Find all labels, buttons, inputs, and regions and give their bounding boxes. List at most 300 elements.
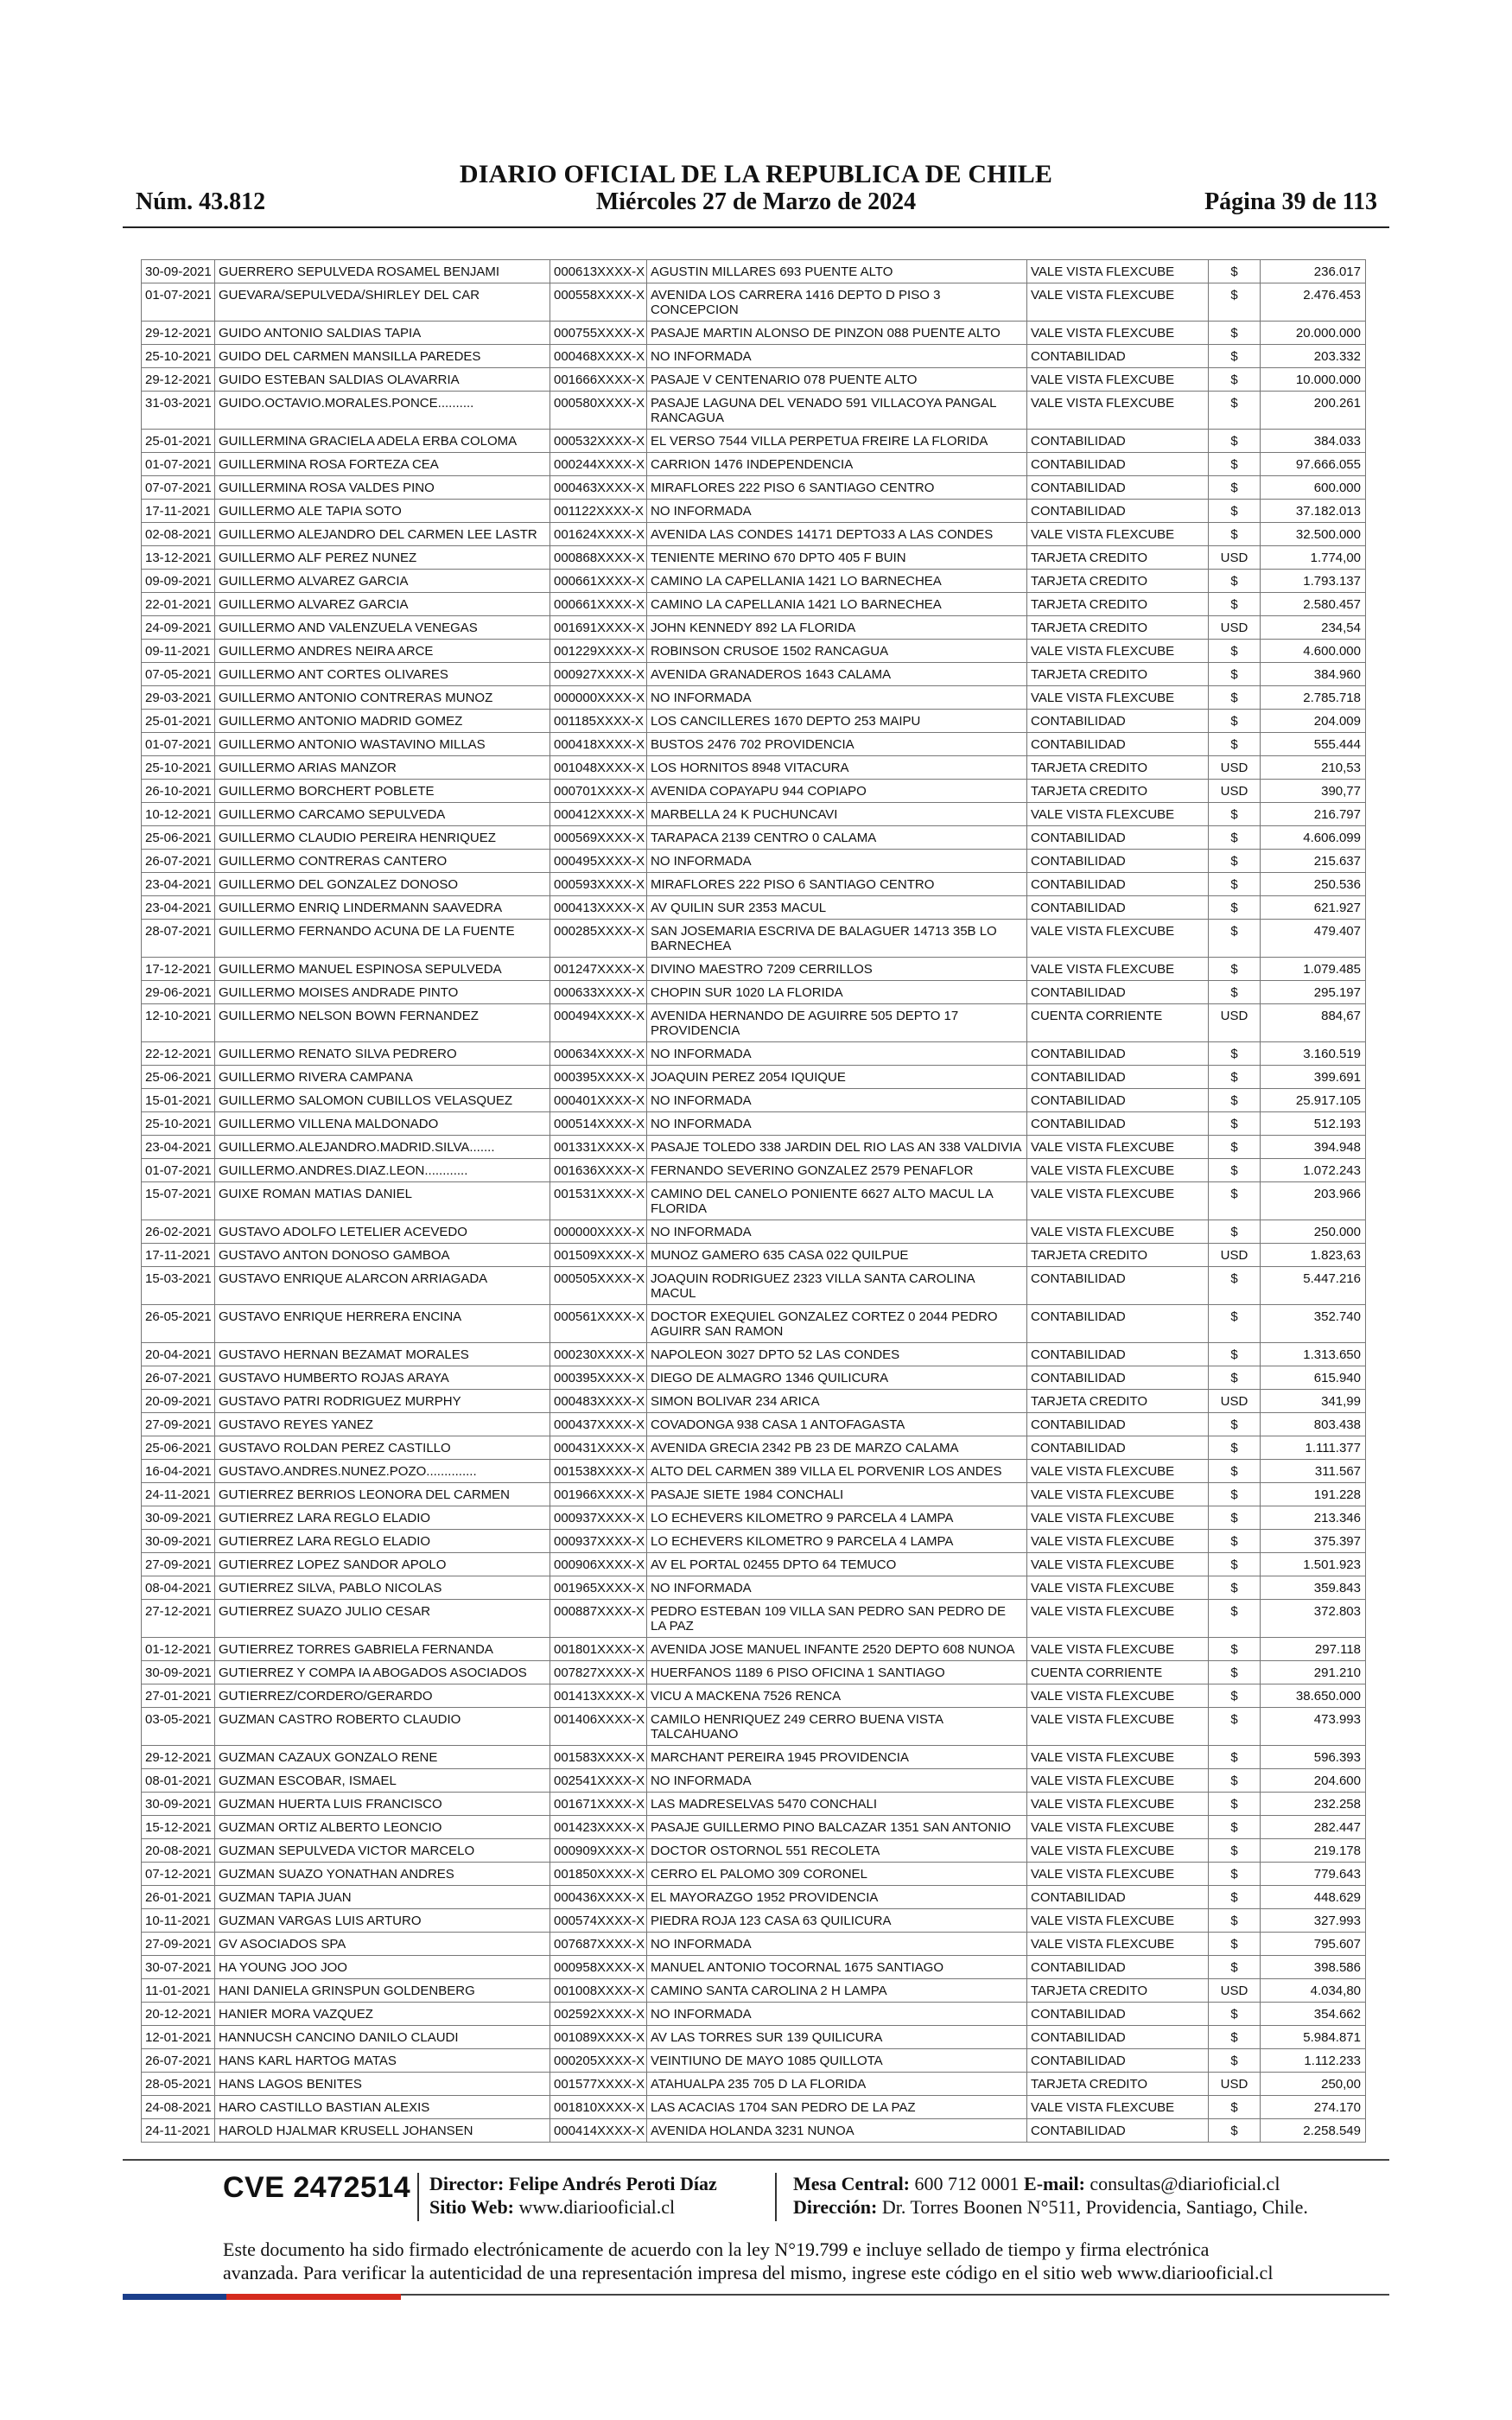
table-row	[142, 368, 1366, 392]
name-cell: HAROLD HJALMAR KRUSELL JOHANSEN	[215, 2119, 550, 2143]
date-cell: 08-01-2021	[142, 1769, 215, 1793]
contact-block	[793, 2172, 1308, 2219]
name-cell: GUSTAVO HUMBERTO ROJAS ARAYA	[215, 1366, 550, 1390]
name-cell: GUILLERMO SALOMON CUBILLOS VELASQUEZ	[215, 1089, 550, 1112]
address-cell: VEINTIUNO DE MAYO 1085 QUILLOTA	[647, 2049, 1027, 2073]
table-row	[142, 1413, 1366, 1436]
table-row	[142, 756, 1366, 780]
currency-cell: $	[1209, 1305, 1261, 1343]
product-cell: VALE VISTA FLEXCUBE	[1027, 523, 1209, 546]
product-cell: VALE VISTA FLEXCUBE	[1027, 1933, 1209, 1956]
address-cell: ROBINSON CRUSOE 1502 RANCAGUA	[647, 640, 1027, 663]
currency-cell: $	[1209, 1182, 1261, 1220]
table-row	[142, 616, 1366, 640]
product-cell: VALE VISTA FLEXCUBE	[1027, 1746, 1209, 1769]
rut-cell: 001509XXXX-X	[550, 1244, 647, 1267]
amount-cell: 1.793.137	[1261, 570, 1366, 593]
rut-cell: 001331XXXX-X	[550, 1136, 647, 1159]
product-cell: CONTABILIDAD	[1027, 1066, 1209, 1089]
amount-cell: 1.501.923	[1261, 1553, 1366, 1576]
mesa-phone: 600 712 0001	[914, 2173, 1020, 2194]
table-row	[142, 283, 1366, 322]
rut-cell: 000868XXXX-X	[550, 546, 647, 570]
rut-cell: 000561XXXX-X	[550, 1305, 647, 1343]
name-cell: GUILLERMO VILLENA MALDONADO	[215, 1112, 550, 1136]
name-cell: GUTIERREZ LOPEZ SANDOR APOLO	[215, 1553, 550, 1576]
rut-cell: 001810XXXX-X	[550, 2096, 647, 2119]
legal-line-1: Este documento ha sido firmado electrónicamente de acuerdo con la ley N°19.799 e incluye sellado de tiempo y firma electrónica	[223, 2238, 1210, 2260]
address-cell: NO INFORMADA	[647, 686, 1027, 710]
table-row	[142, 826, 1366, 850]
currency-cell: $	[1209, 283, 1261, 322]
amount-cell: 384.960	[1261, 663, 1366, 686]
table-row	[142, 476, 1366, 500]
date-cell: 17-12-2021	[142, 958, 215, 981]
table-row	[142, 1460, 1366, 1483]
date-cell: 26-01-2021	[142, 1886, 215, 1909]
table-row	[142, 593, 1366, 616]
rut-cell: 001185XXXX-X	[550, 710, 647, 733]
name-cell: GUSTAVO ENRIQUE HERRERA ENCINA	[215, 1305, 550, 1343]
rut-cell: 001624XXXX-X	[550, 523, 647, 546]
product-cell: CONTABILIDAD	[1027, 453, 1209, 476]
amount-cell: 291.210	[1261, 1661, 1366, 1684]
amount-cell: 621.927	[1261, 896, 1366, 920]
table-row	[142, 392, 1366, 430]
product-cell: VALE VISTA FLEXCUBE	[1027, 1159, 1209, 1182]
date-cell: 02-08-2021	[142, 523, 215, 546]
amount-cell: 4.034,80	[1261, 1979, 1366, 2003]
currency-cell: $	[1209, 686, 1261, 710]
address-cell: LO ECHEVERS KILOMETRO 9 PARCELA 4 LAMPA	[647, 1506, 1027, 1530]
rut-cell: 000413XXXX-X	[550, 896, 647, 920]
table-row	[142, 733, 1366, 756]
name-cell: GUZMAN HUERTA LUIS FRANCISCO	[215, 1793, 550, 1816]
product-cell: VALE VISTA FLEXCUBE	[1027, 1839, 1209, 1863]
name-cell: GUTIERREZ/CORDERO/GERARDO	[215, 1684, 550, 1708]
product-cell: VALE VISTA FLEXCUBE	[1027, 1600, 1209, 1638]
table-row	[142, 663, 1366, 686]
address-cell: AVENIDA HERNANDO DE AGUIRRE 505 DEPTO 17 PROVIDENCIA	[647, 1004, 1027, 1042]
address-cell: JOAQUIN PEREZ 2054 IQUIQUE	[647, 1066, 1027, 1089]
product-cell: CONTABILIDAD	[1027, 1956, 1209, 1979]
name-cell: GUSTAVO HERNAN BEZAMAT MORALES	[215, 1343, 550, 1366]
product-cell: CONTABILIDAD	[1027, 1413, 1209, 1436]
address-cell: DIVINO MAESTRO 7209 CERRILLOS	[647, 958, 1027, 981]
amount-cell: 25.917.105	[1261, 1089, 1366, 1112]
product-cell: VALE VISTA FLEXCUBE	[1027, 283, 1209, 322]
amount-cell: 1.823,63	[1261, 1244, 1366, 1267]
amount-cell: 372.803	[1261, 1600, 1366, 1638]
rut-cell: 001247XXXX-X	[550, 958, 647, 981]
rut-cell: 001691XXXX-X	[550, 616, 647, 640]
currency-cell: $	[1209, 593, 1261, 616]
address-cell: SAN JOSEMARIA ESCRIVA DE BALAGUER 14713 35B LO BARNECHEA	[647, 920, 1027, 958]
date-cell: 20-09-2021	[142, 1390, 215, 1413]
address-cell: AVENIDA LAS CONDES 14171 DEPTO33 A LAS CONDES	[647, 523, 1027, 546]
address-cell: AVENIDA COPAYAPU 944 COPIAPO	[647, 780, 1027, 803]
name-cell: GUZMAN VARGAS LUIS ARTURO	[215, 1909, 550, 1933]
rut-cell: 000431XXXX-X	[550, 1436, 647, 1460]
rut-cell: 000937XXXX-X	[550, 1506, 647, 1530]
product-cell: VALE VISTA FLEXCUBE	[1027, 2096, 1209, 2119]
date-cell: 25-06-2021	[142, 1066, 215, 1089]
currency-cell: $	[1209, 2003, 1261, 2026]
legal-notice	[223, 2238, 1337, 2284]
table-row	[142, 546, 1366, 570]
product-cell: TARJETA CREDITO	[1027, 593, 1209, 616]
name-cell: GUILLERMINA GRACIELA ADELA ERBA COLOMA	[215, 430, 550, 453]
name-cell: GUIDO ANTONIO SALDIAS TAPIA	[215, 322, 550, 345]
name-cell: HARO CASTILLO BASTIAN ALEXIS	[215, 2096, 550, 2119]
name-cell: GUILLERMINA ROSA FORTEZA CEA	[215, 453, 550, 476]
address-cell: NO INFORMADA	[647, 1576, 1027, 1600]
amount-cell: 4.606.099	[1261, 826, 1366, 850]
rut-cell: 000230XXXX-X	[550, 1343, 647, 1366]
address-cell: NO INFORMADA	[647, 2003, 1027, 2026]
rut-cell: 000205XXXX-X	[550, 2049, 647, 2073]
address-cell: CAMINO LA CAPELLANIA 1421 LO BARNECHEA	[647, 570, 1027, 593]
table-row	[142, 1979, 1366, 2003]
rut-cell: 001122XXXX-X	[550, 500, 647, 523]
director-label: Director:	[429, 2173, 505, 2194]
name-cell: GUILLERMO AND VALENZUELA VENEGAS	[215, 616, 550, 640]
table-row	[142, 1136, 1366, 1159]
date-cell: 13-12-2021	[142, 546, 215, 570]
product-cell: CONTABILIDAD	[1027, 2003, 1209, 2026]
product-cell: TARJETA CREDITO	[1027, 756, 1209, 780]
table-row	[142, 1638, 1366, 1661]
currency-cell: $	[1209, 920, 1261, 958]
table-row	[142, 2119, 1366, 2143]
amount-cell: 38.650.000	[1261, 1684, 1366, 1708]
amount-cell: 200.261	[1261, 392, 1366, 430]
address-cell: PASAJE LAGUNA DEL VENADO 591 VILLACOYA PANGAL RANCAGUA	[647, 392, 1027, 430]
name-cell: GUSTAVO ADOLFO LETELIER ACEVEDO	[215, 1220, 550, 1244]
name-cell: GUILLERMO BORCHERT POBLETE	[215, 780, 550, 803]
address-cell: LAS MADRESELVAS 5470 CONCHALI	[647, 1793, 1027, 1816]
table-row	[142, 1112, 1366, 1136]
date-cell: 22-01-2021	[142, 593, 215, 616]
amount-cell: 2.580.457	[1261, 593, 1366, 616]
amount-cell: 1.774,00	[1261, 546, 1366, 570]
date-cell: 30-09-2021	[142, 1530, 215, 1553]
amount-cell: 5.447.216	[1261, 1267, 1366, 1305]
date-cell: 24-08-2021	[142, 2096, 215, 2119]
date-cell: 01-07-2021	[142, 733, 215, 756]
date-cell: 29-12-2021	[142, 322, 215, 345]
date-cell: 16-04-2021	[142, 1460, 215, 1483]
header-divider	[123, 226, 1389, 228]
date-cell: 22-12-2021	[142, 1042, 215, 1066]
name-cell: GUSTAVO PATRI RODRIGUEZ MURPHY	[215, 1390, 550, 1413]
product-cell: VALE VISTA FLEXCUBE	[1027, 1638, 1209, 1661]
date-cell: 07-07-2021	[142, 476, 215, 500]
table-row	[142, 345, 1366, 368]
name-cell: GUILLERMO.ANDRES.DIAZ.LEON............	[215, 1159, 550, 1182]
amount-cell: 2.785.718	[1261, 686, 1366, 710]
rut-cell: 000401XXXX-X	[550, 1089, 647, 1112]
name-cell: HA YOUNG JOO JOO	[215, 1956, 550, 1979]
name-cell: GUERRERO SEPULVEDA ROSAMEL BENJAMI	[215, 260, 550, 283]
name-cell: GUILLERMO CARCAMO SEPULVEDA	[215, 803, 550, 826]
address-cell: MUNOZ GAMERO 635 CASA 022 QUILPUE	[647, 1244, 1027, 1267]
name-cell: GUILLERMO ANTONIO WASTAVINO MILLAS	[215, 733, 550, 756]
date-cell: 25-01-2021	[142, 430, 215, 453]
name-cell: GUZMAN TAPIA JUAN	[215, 1886, 550, 1909]
table-row	[142, 1343, 1366, 1366]
currency-cell: $	[1209, 850, 1261, 873]
currency-cell: $	[1209, 500, 1261, 523]
address-cell: EL MAYORAZGO 1952 PROVIDENCIA	[647, 1886, 1027, 1909]
amount-cell: 20.000.000	[1261, 322, 1366, 345]
amount-cell: 203.966	[1261, 1182, 1366, 1220]
date-cell: 26-05-2021	[142, 1305, 215, 1343]
address-cell: JOHN KENNEDY 892 LA FLORIDA	[647, 616, 1027, 640]
website-link[interactable]: www.diariooficial.cl	[518, 2196, 676, 2218]
date-cell: 10-12-2021	[142, 803, 215, 826]
amount-cell: 274.170	[1261, 2096, 1366, 2119]
date-cell: 10-11-2021	[142, 1909, 215, 1933]
date-cell: 29-12-2021	[142, 368, 215, 392]
amount-cell: 479.407	[1261, 920, 1366, 958]
table-row	[142, 570, 1366, 593]
date-cell: 30-09-2021	[142, 1661, 215, 1684]
product-cell: TARJETA CREDITO	[1027, 616, 1209, 640]
table-row	[142, 1839, 1366, 1863]
address-cell: NO INFORMADA	[647, 1112, 1027, 1136]
address-cell: NO INFORMADA	[647, 1089, 1027, 1112]
currency-cell: $	[1209, 260, 1261, 283]
date-cell: 12-01-2021	[142, 2026, 215, 2049]
name-cell: GUEVARA/SEPULVEDA/SHIRLEY DEL CAR	[215, 283, 550, 322]
date-cell: 17-11-2021	[142, 1244, 215, 1267]
address-cell: MIRAFLORES 222 PISO 6 SANTIAGO CENTRO	[647, 873, 1027, 896]
table-row	[142, 1553, 1366, 1576]
date-cell: 08-04-2021	[142, 1576, 215, 1600]
date-cell: 27-09-2021	[142, 1933, 215, 1956]
email-link[interactable]: consultas@diarioficial.cl	[1090, 2173, 1280, 2194]
table-row	[142, 1661, 1366, 1684]
records-table	[141, 259, 1366, 2143]
currency-cell: $	[1209, 2119, 1261, 2143]
date-cell: 23-04-2021	[142, 896, 215, 920]
product-cell: VALE VISTA FLEXCUBE	[1027, 1530, 1209, 1553]
rut-cell: 001048XXXX-X	[550, 756, 647, 780]
product-cell: CONTABILIDAD	[1027, 430, 1209, 453]
rut-cell: 000437XXXX-X	[550, 1413, 647, 1436]
amount-cell: 779.643	[1261, 1863, 1366, 1886]
rut-cell: 000494XXXX-X	[550, 1004, 647, 1042]
product-cell: CONTABILIDAD	[1027, 710, 1209, 733]
address-cell: CAMINO LA CAPELLANIA 1421 LO BARNECHEA	[647, 593, 1027, 616]
currency-cell: $	[1209, 826, 1261, 850]
currency-cell: $	[1209, 1042, 1261, 1066]
amount-cell: 512.193	[1261, 1112, 1366, 1136]
currency-cell: $	[1209, 1159, 1261, 1182]
currency-cell: $	[1209, 873, 1261, 896]
amount-cell: 615.940	[1261, 1366, 1366, 1390]
currency-cell: $	[1209, 640, 1261, 663]
date-cell: 26-07-2021	[142, 2049, 215, 2073]
amount-cell: 390,77	[1261, 780, 1366, 803]
rut-cell: 000495XXXX-X	[550, 850, 647, 873]
address-cell: AVENIDA LOS CARRERA 1416 DEPTO D PISO 3 CONCEPCION	[647, 283, 1027, 322]
rut-cell: 000244XXXX-X	[550, 453, 647, 476]
currency-cell: $	[1209, 1793, 1261, 1816]
rut-cell: 000958XXXX-X	[550, 1956, 647, 1979]
address-cell: NO INFORMADA	[647, 1220, 1027, 1244]
name-cell: GUIDO DEL CARMEN MANSILLA PAREDES	[215, 345, 550, 368]
table-row	[142, 958, 1366, 981]
currency-cell: $	[1209, 523, 1261, 546]
table-row	[142, 1746, 1366, 1769]
name-cell: HANS LAGOS BENITES	[215, 2073, 550, 2096]
address-cell: AV EL PORTAL 02455 DPTO 64 TEMUCO	[647, 1553, 1027, 1576]
amount-cell: 10.000.000	[1261, 368, 1366, 392]
amount-cell: 234,54	[1261, 616, 1366, 640]
date-cell: 20-12-2021	[142, 2003, 215, 2026]
mesa-label: Mesa Central:	[793, 2173, 911, 2194]
name-cell: GUILLERMO RIVERA CAMPANA	[215, 1066, 550, 1089]
currency-cell: $	[1209, 476, 1261, 500]
rut-cell: 000436XXXX-X	[550, 1886, 647, 1909]
currency-cell: $	[1209, 1816, 1261, 1839]
product-cell: TARJETA CREDITO	[1027, 1979, 1209, 2003]
address-cell: CHOPIN SUR 1020 LA FLORIDA	[647, 981, 1027, 1004]
date-cell: 30-09-2021	[142, 1506, 215, 1530]
table-row	[142, 1793, 1366, 1816]
rut-cell: 001583XXXX-X	[550, 1746, 647, 1769]
currency-cell: $	[1209, 453, 1261, 476]
amount-cell: 250.000	[1261, 1220, 1366, 1244]
table-row	[142, 1004, 1366, 1042]
rut-cell: 000593XXXX-X	[550, 873, 647, 896]
table-row	[142, 1530, 1366, 1553]
rut-cell: 000000XXXX-X	[550, 686, 647, 710]
table-row	[142, 1159, 1366, 1182]
product-cell: CONTABILIDAD	[1027, 500, 1209, 523]
product-cell: VALE VISTA FLEXCUBE	[1027, 1553, 1209, 1576]
name-cell: GUILLERMO ALF PEREZ NUNEZ	[215, 546, 550, 570]
address-cell: MANUEL ANTONIO TOCORNAL 1675 SANTIAGO	[647, 1956, 1027, 1979]
name-cell: GUTIERREZ LARA REGLO ELADIO	[215, 1530, 550, 1553]
amount-cell: 399.691	[1261, 1066, 1366, 1089]
product-cell: CONTABILIDAD	[1027, 1305, 1209, 1343]
date-cell: 31-03-2021	[142, 392, 215, 430]
currency-cell: $	[1209, 322, 1261, 345]
currency-cell: $	[1209, 1530, 1261, 1553]
currency-cell: $	[1209, 958, 1261, 981]
rut-cell: 001413XXXX-X	[550, 1684, 647, 1708]
name-cell: GUILLERMINA ROSA VALDES PINO	[215, 476, 550, 500]
amount-cell: 341,99	[1261, 1390, 1366, 1413]
amount-cell: 203.332	[1261, 345, 1366, 368]
address-cell: PASAJE V CENTENARIO 078 PUENTE ALTO	[647, 368, 1027, 392]
name-cell: GUSTAVO ROLDAN PEREZ CASTILLO	[215, 1436, 550, 1460]
product-cell: TARJETA CREDITO	[1027, 1244, 1209, 1267]
address-cell: DIEGO DE ALMAGRO 1346 QUILICURA	[647, 1366, 1027, 1390]
table-row	[142, 803, 1366, 826]
currency-cell: $	[1209, 430, 1261, 453]
product-cell: VALE VISTA FLEXCUBE	[1027, 1769, 1209, 1793]
product-cell: CONTABILIDAD	[1027, 1042, 1209, 1066]
currency-cell: $	[1209, 1343, 1261, 1366]
amount-cell: 311.567	[1261, 1460, 1366, 1483]
table-row	[142, 453, 1366, 476]
table-row	[142, 1305, 1366, 1343]
rut-cell: 000414XXXX-X	[550, 2119, 647, 2143]
address-cell: AVENIDA GRECIA 2342 PB 23 DE MARZO CALAMA	[647, 1436, 1027, 1460]
amount-cell: 1.072.243	[1261, 1159, 1366, 1182]
rut-cell: 001229XXXX-X	[550, 640, 647, 663]
address-cell: MARBELLA 24 K PUCHUNCAVI	[647, 803, 1027, 826]
name-cell: GUILLERMO ARIAS MANZOR	[215, 756, 550, 780]
product-cell: VALE VISTA FLEXCUBE	[1027, 322, 1209, 345]
date-cell: 12-10-2021	[142, 1004, 215, 1042]
currency-cell: $	[1209, 1483, 1261, 1506]
currency-cell: $	[1209, 368, 1261, 392]
product-cell: CONTABILIDAD	[1027, 873, 1209, 896]
date-cell: 28-05-2021	[142, 2073, 215, 2096]
name-cell: GUILLERMO ALVAREZ GARCIA	[215, 593, 550, 616]
footer-divider-top	[123, 2159, 1389, 2161]
rut-cell: 001850XXXX-X	[550, 1863, 647, 1886]
product-cell: CONTABILIDAD	[1027, 896, 1209, 920]
date-cell: 26-10-2021	[142, 780, 215, 803]
name-cell: GUZMAN SEPULVEDA VICTOR MARCELO	[215, 1839, 550, 1863]
amount-cell: 250,00	[1261, 2073, 1366, 2096]
currency-cell: USD	[1209, 780, 1261, 803]
name-cell: GUSTAVO.ANDRES.NUNEZ.POZO..............	[215, 1460, 550, 1483]
address-cell: AVENIDA GRANADEROS 1643 CALAMA	[647, 663, 1027, 686]
address-cell: MIRAFLORES 222 PISO 6 SANTIAGO CENTRO	[647, 476, 1027, 500]
table-row	[142, 710, 1366, 733]
table-row	[142, 640, 1366, 663]
rut-cell: 000418XXXX-X	[550, 733, 647, 756]
product-cell: CONTABILIDAD	[1027, 1436, 1209, 1460]
amount-cell: 215.637	[1261, 850, 1366, 873]
date-cell: 28-07-2021	[142, 920, 215, 958]
address-cell: TARAPACA 2139 CENTRO 0 CALAMA	[647, 826, 1027, 850]
footer-separator	[775, 2173, 777, 2221]
address-cell: AVENIDA JOSE MANUEL INFANTE 2520 DEPTO 608 NUNOA	[647, 1638, 1027, 1661]
product-cell: VALE VISTA FLEXCUBE	[1027, 1506, 1209, 1530]
amount-cell: 213.346	[1261, 1506, 1366, 1530]
currency-cell: $	[1209, 1267, 1261, 1305]
product-cell: CONTABILIDAD	[1027, 1343, 1209, 1366]
currency-cell: $	[1209, 1661, 1261, 1684]
table-row	[142, 1366, 1366, 1390]
date-cell: 15-03-2021	[142, 1267, 215, 1305]
product-cell: VALE VISTA FLEXCUBE	[1027, 640, 1209, 663]
product-cell: VALE VISTA FLEXCUBE	[1027, 368, 1209, 392]
currency-cell: $	[1209, 1576, 1261, 1600]
product-cell: VALE VISTA FLEXCUBE	[1027, 392, 1209, 430]
rut-cell: 000887XXXX-X	[550, 1600, 647, 1638]
rut-cell: 000701XXXX-X	[550, 780, 647, 803]
director-block	[429, 2172, 717, 2219]
rut-cell: 001671XXXX-X	[550, 1793, 647, 1816]
name-cell: HANIER MORA VAZQUEZ	[215, 2003, 550, 2026]
product-cell: VALE VISTA FLEXCUBE	[1027, 1708, 1209, 1746]
address-cell: NO INFORMADA	[647, 1042, 1027, 1066]
product-cell: VALE VISTA FLEXCUBE	[1027, 1483, 1209, 1506]
table-row	[142, 523, 1366, 546]
flag-stripe	[123, 2294, 401, 2300]
name-cell: GUTIERREZ TORRES GABRIELA FERNANDA	[215, 1638, 550, 1661]
currency-cell: $	[1209, 1436, 1261, 1460]
